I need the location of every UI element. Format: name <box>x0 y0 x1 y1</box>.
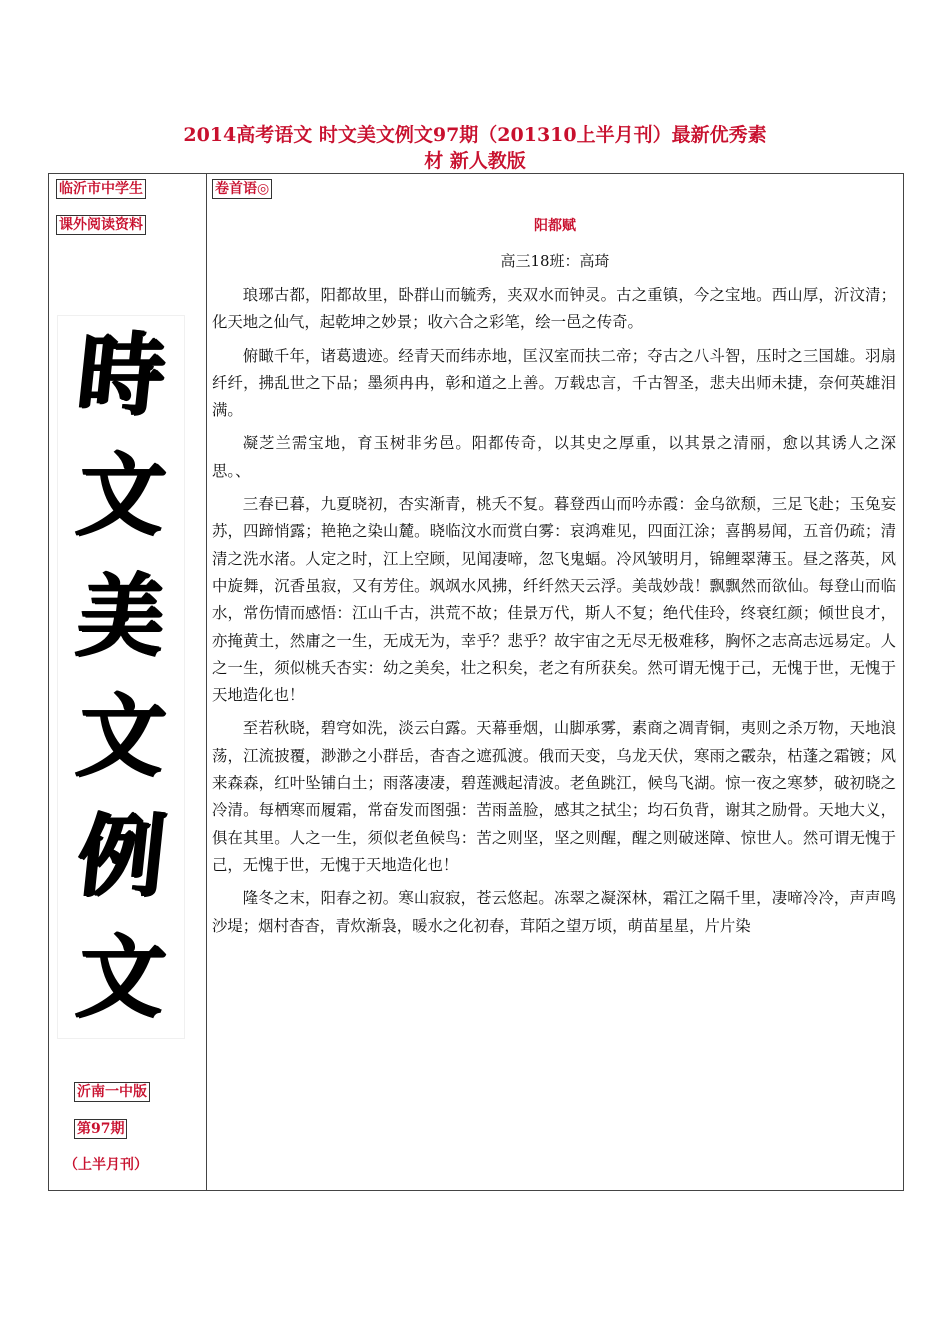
sidebar-label-period: （上半月刊） <box>64 1157 148 1173</box>
section-tag: 卷首语◎ <box>212 179 272 199</box>
calligraphy-char: 文 <box>72 442 170 549</box>
essay-paragraph: 俯瞰千年，诸葛遗迹。经青天而纬赤地，匡汉室而扶二帝；夺古之八斗智，压时之三国雄。羽扇纤纤，拂乱世之下品；墨须冉冉，彰和道之上善。万载忠言，千古智圣，悲夫出师未捷，奈何英雄泪满。 <box>212 346 896 420</box>
essay-paragraph: 至若秋晓，碧穹如洗，淡云白露。天幕垂烟，山脚承雾，素商之凋青铜，夷则之杀万物，天地浪荡，江流披覆，渺渺之小群岳，杳杳之遮孤渡。俄而天变，乌龙天伏，寒雨之霰杂，枯蓬之霜镀；风来森森，红叶坠铺白土；雨落凄凄，碧莲溅起清波。老鱼跳江，候鸟飞湖。惊一夜之寒梦，破初晓之冷清。每栖寒而履霜，常奋发而图强：苦雨盖脸，感其之拭尘；均石负背，谢其之励骨。天地大义，俱在其里。人之一生，须似老鱼候鸟：苦之则坚，坚之则醒，醒之则破迷障、惊世人。然可谓无愧于己，无愧于世，无愧于天地造化也！ <box>212 719 896 874</box>
sidebar-label-material: 课外阅读资料 <box>56 215 146 235</box>
calligraphy-char: 美 <box>72 563 170 670</box>
calligraphy-banner <box>57 315 185 1039</box>
essay-paragraph: 三春已暮，九夏晓初，杏实渐青，桃夭不复。暮登西山而吟赤霞：金乌欲颓，三足飞赴；玉兔妄苏，四蹄悄露；艳艳之染山麓。晓临汶水而赏白雾：哀鸿难见，四面江涂；喜鹊易闻，五音仍疏；清清之洗水渚。人定之时，江上空顾，见闻凄啼，忽飞鬼蝠。冷风皱明月，锦鲤翠薄玉。昼之落英，风中旋舞，沉香虽寂，又有芳住。飒飒水风拂，纤纤然天云浮。美哉妙哉！飘飘然而欲仙。每登山而临水，常伤情而感悟：江山千古，洪荒不故；佳景万代，斯人不复；绝代佳玲，终衰红颜；倾世良才，亦掩黄土，然庸之一生，无成无为，幸乎？悲乎？故宇宙之无尽无极难移，胸怀之志高志远易定。人之一生，须似桃夭杏实：幼之美矣，壮之积矣，老之有所获矣。然可谓无愧于己，无愧于世，无愧于天地造化也！ <box>212 495 896 705</box>
document-title-line1: 2014高考语文 时文美文例文97期（201310上半月刊）最新优秀素 <box>183 124 767 146</box>
calligraphy-char: 例 <box>72 803 170 910</box>
sidebar-label-issue: 第97期 <box>74 1119 127 1139</box>
essay-body <box>212 282 896 946</box>
essay-paragraph: 琅琊古都，阳都故里，卧群山而毓秀，夹双水而钟灵。古之重镇，今之宝地。西山厚，沂汶清；化天地之仙气，起乾坤之妙景；收六合之彩笔，绘一邑之传奇。 <box>212 286 896 332</box>
sidebar-label-edition: 沂南一中版 <box>74 1082 150 1102</box>
sidebar-label-readers: 临沂市中学生 <box>56 179 146 199</box>
calligraphy-char: 時 <box>72 322 170 429</box>
calligraphy-char: 文 <box>72 924 170 1031</box>
essay-paragraph: 隆冬之末，阳春之初。寒山寂寂，苍云悠起。冻翠之凝深林，霜江之隔千里，凄啼冷冷，声声鸣沙堤；烟村杳杳，青炊渐袅，暖水之化初春，茸陌之望万顷，萌苗星星，片片染 <box>212 889 896 935</box>
document-title <box>60 122 890 174</box>
author-byline: 高三18班：高琦 <box>500 252 610 270</box>
calligraphy-char: 文 <box>72 683 170 790</box>
poem-title: 阳都赋 <box>534 218 576 234</box>
essay-paragraph: 凝芝兰需宝地，育玉树非劣邑。阳都传奇，以其史之厚重，以其景之清丽，愈以其诱人之深思。、 <box>212 434 896 480</box>
column-divider <box>206 173 207 1191</box>
document-title-line2: 材 新人教版 <box>424 150 526 172</box>
